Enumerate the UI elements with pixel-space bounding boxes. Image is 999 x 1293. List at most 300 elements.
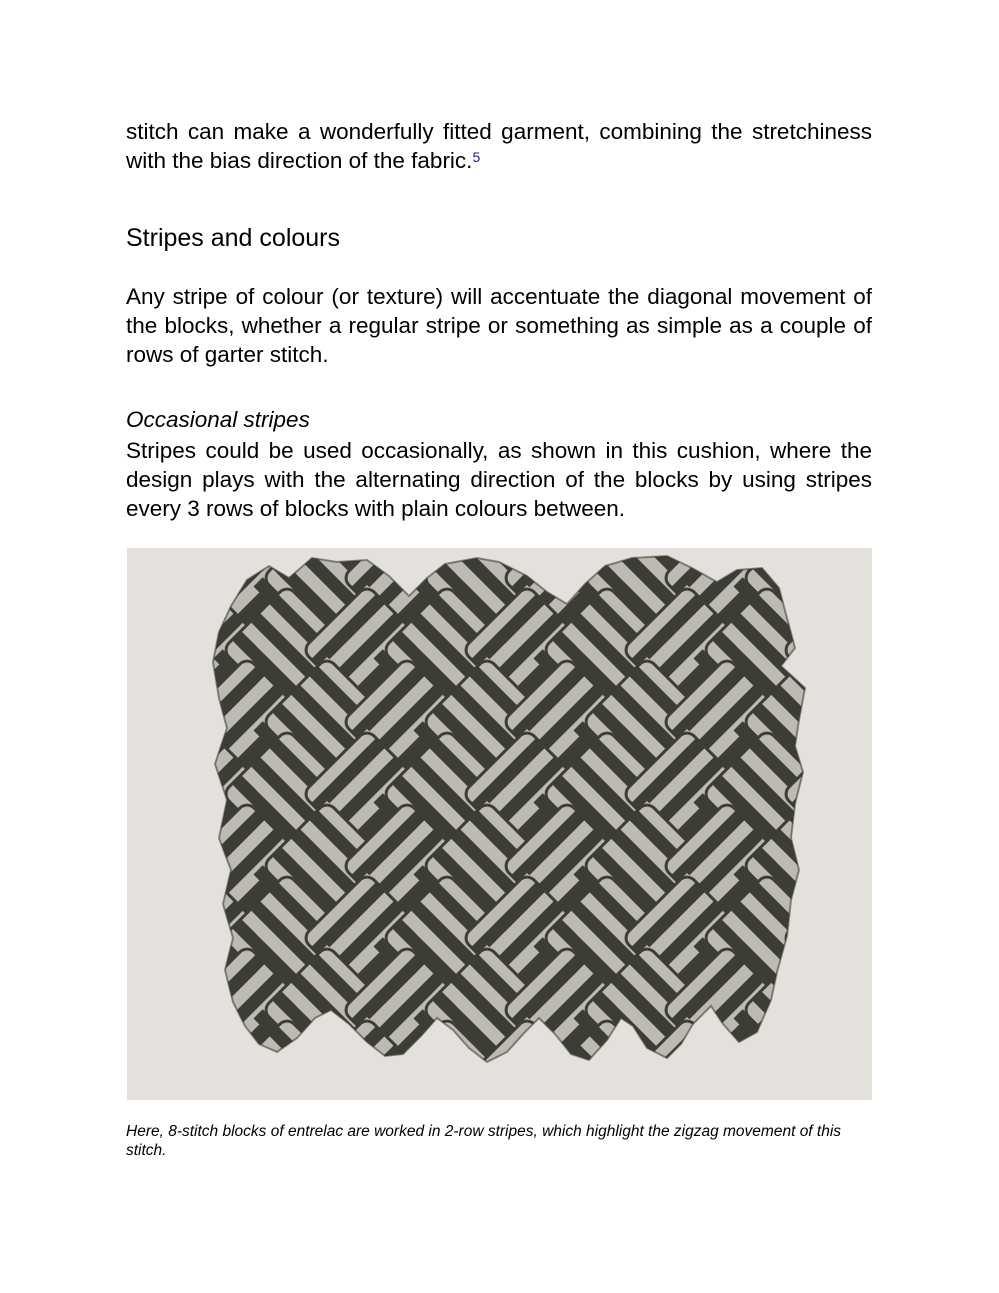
entrelac-block	[127, 801, 161, 940]
yarn-stripe	[127, 548, 155, 552]
yarn-stripe	[127, 1072, 137, 1100]
yarn-stripe	[320, 1035, 394, 1100]
yarn-stripe	[127, 937, 128, 1011]
yarn-stripe	[846, 937, 872, 1011]
entrelac-block	[853, 585, 872, 724]
yarn-stripe	[782, 1017, 856, 1091]
yarn-stripe	[302, 1017, 376, 1091]
yarn-stripe	[840, 548, 872, 606]
yarn-stripe	[127, 548, 146, 561]
yarn-stripe	[127, 703, 142, 777]
yarn-stripe	[779, 963, 853, 1037]
yarn-stripe	[743, 1000, 817, 1074]
block-edge	[862, 873, 872, 1003]
yarn-stripe	[668, 1063, 742, 1100]
block-edge	[862, 548, 872, 571]
yarn-stripe	[502, 548, 576, 587]
yarn-stripe	[127, 901, 164, 975]
yarn-stripe	[850, 548, 872, 615]
yarn-stripe	[798, 801, 872, 875]
entrelac-block	[213, 1017, 352, 1100]
yarn-stripe	[561, 548, 635, 552]
intro-text: stitch can make a wonderfully fitted garment, combining the stretchiness with the bias direction of the fabric.	[126, 119, 872, 173]
yarn-stripe	[127, 640, 137, 714]
yarn-stripe	[223, 1072, 297, 1100]
yarn-stripe	[850, 973, 872, 1047]
yarn-stripe	[127, 1026, 183, 1100]
yarn-stripe	[800, 1035, 872, 1100]
yarn-stripe	[853, 793, 872, 867]
yarn-stripe	[828, 1063, 872, 1100]
yarn-stripe	[410, 1045, 484, 1100]
block-edge	[127, 801, 152, 931]
yarn-stripe	[127, 550, 133, 624]
yarn-stripe	[859, 838, 872, 912]
yarn-stripe	[223, 548, 297, 570]
block-edge	[127, 548, 192, 571]
yarn-stripe	[819, 548, 872, 552]
yarn-stripe	[859, 550, 872, 624]
yarn-stripe	[853, 649, 872, 723]
block-edge	[142, 548, 272, 571]
yarn-stripe	[127, 613, 164, 687]
entrelac-block	[853, 548, 872, 580]
entrelac-block	[822, 657, 872, 796]
yarn-stripe	[789, 810, 863, 884]
yarn-stripe	[179, 548, 253, 552]
yarn-stripe	[837, 1072, 872, 1100]
yarn-stripe	[149, 954, 223, 1028]
yarn-stripe	[526, 1081, 600, 1100]
yarn-stripe	[127, 1009, 161, 1083]
yarn-stripe	[840, 963, 872, 1037]
yarn-stripe	[127, 622, 155, 696]
yarn-stripe	[810, 1045, 872, 1100]
yarn-stripe	[259, 1035, 333, 1100]
yarn-stripe	[822, 657, 872, 731]
yarn-stripe	[800, 747, 872, 821]
yarn-stripe	[846, 1081, 872, 1100]
yarn-stripe	[151, 1026, 225, 1100]
yarn-stripe	[791, 882, 865, 956]
entrelac-block	[127, 729, 192, 868]
yarn-stripe	[357, 1072, 431, 1100]
yarn-stripe	[127, 703, 186, 777]
yarn-stripe	[241, 1054, 315, 1100]
yarn-stripe	[130, 685, 204, 759]
yarn-stripe	[570, 1045, 644, 1100]
yarn-stripe	[819, 910, 872, 984]
yarn-stripe	[819, 766, 872, 840]
yarn-stripe	[846, 793, 872, 867]
yarn-stripe	[142, 873, 216, 947]
yarn-stripe	[721, 548, 795, 552]
yarn-stripe	[853, 1081, 872, 1100]
yarn-stripe	[127, 982, 195, 1056]
yarn-stripe	[703, 548, 777, 570]
block-edge	[127, 945, 232, 1075]
yarn-stripe	[127, 729, 192, 803]
yarn-stripe	[197, 548, 271, 570]
yarn-stripe	[712, 548, 786, 561]
yarn-stripe	[868, 559, 872, 633]
yarn-stripe	[127, 721, 161, 795]
yarn-stripe	[508, 548, 582, 561]
yarn-stripe	[127, 838, 133, 912]
yarn-stripe	[149, 666, 223, 740]
yarn-stripe	[552, 1063, 626, 1100]
entrelac-block	[127, 548, 161, 652]
subheading: Occasional stripes	[126, 407, 310, 432]
yarn-stripe	[831, 666, 872, 740]
yarn-stripe	[130, 548, 204, 615]
yarn-stripe	[831, 810, 872, 884]
yarn-stripe	[828, 919, 872, 993]
yarn-stripe	[127, 694, 133, 768]
block-edge	[782, 873, 872, 1003]
yarn-stripe	[392, 548, 466, 561]
block-edge	[127, 548, 232, 643]
yarn-stripe	[831, 954, 872, 1028]
yarn-stripe	[127, 577, 161, 651]
yarn-stripe	[127, 847, 142, 921]
entrelac-block	[822, 548, 872, 652]
entrelac-block	[127, 945, 161, 1084]
yarn-stripe	[810, 901, 872, 975]
yarn-stripe	[139, 819, 213, 893]
yarn-stripe	[127, 712, 177, 786]
yarn-stripe	[517, 1072, 591, 1100]
section-paragraph: Any stripe of colour (or texture) will accentuate the diagonal movement of the blocks, whether a regular stripe or something as simple as a couple of rows of garter stitch.	[126, 284, 872, 367]
yarn-stripe	[142, 585, 216, 659]
yarn-stripe	[330, 1045, 404, 1100]
yarn-stripe	[127, 910, 155, 984]
yarn-stripe	[868, 703, 872, 777]
yarn-stripe	[127, 928, 137, 1002]
yarn-stripe	[828, 775, 872, 849]
entrelac-block	[127, 585, 192, 724]
yarn-stripe	[127, 649, 128, 723]
yarn-stripe	[789, 954, 863, 1028]
yarn-stripe	[499, 548, 573, 552]
yarn-stripe	[837, 784, 872, 858]
yarn-stripe	[863, 1072, 872, 1100]
yarn-stripe	[127, 1000, 151, 1074]
block-edge	[127, 657, 152, 787]
yarn-stripe	[127, 856, 151, 930]
block-edge	[127, 945, 152, 1075]
yarn-stripe	[739, 1035, 813, 1100]
block-edge	[862, 1017, 872, 1100]
yarn-stripe	[127, 738, 183, 812]
block-edge	[782, 548, 872, 571]
yarn-stripe	[499, 1054, 573, 1100]
yarn-stripe	[127, 568, 177, 642]
yarn-stripe	[373, 1081, 447, 1100]
yarn-stripe	[733, 1009, 807, 1083]
entrelac-block	[127, 945, 232, 1084]
yarn-stripe	[278, 1017, 352, 1091]
block-edge	[782, 1017, 872, 1100]
block-edge	[127, 873, 192, 1003]
yarn-stripe	[533, 1081, 607, 1100]
yarn-stripe	[127, 757, 164, 831]
block-edge	[127, 585, 192, 715]
section-heading: Stripes and colours	[126, 224, 341, 252]
yarn-stripe	[392, 1063, 466, 1100]
yarn-stripe	[127, 766, 155, 840]
block-edge	[822, 657, 872, 787]
yarn-stripe	[142, 729, 216, 803]
footnote-reference[interactable]: 5	[472, 149, 481, 165]
entrelac-block	[127, 1017, 192, 1100]
yarn-stripe	[139, 675, 213, 749]
yarn-stripe	[139, 548, 213, 606]
yarn-stripe	[810, 757, 872, 831]
block-edge	[127, 1017, 192, 1100]
yarn-stripe	[127, 1054, 155, 1100]
yarn-stripe	[339, 1054, 413, 1100]
yarn-stripe	[863, 784, 872, 858]
yarn-stripe	[868, 847, 872, 921]
yarn-stripe	[127, 991, 186, 1065]
yarn-stripe	[127, 1017, 192, 1091]
knitted-swatch-photo	[127, 548, 872, 1100]
yarn-stripe	[401, 548, 475, 552]
yarn-stripe	[822, 801, 872, 875]
entrelac-block	[853, 873, 872, 1012]
yarn-stripe	[149, 810, 223, 884]
yarn-stripe	[197, 1072, 271, 1100]
yarn-stripe	[800, 603, 872, 677]
yarn-stripe	[127, 603, 174, 677]
yarn-stripe	[798, 657, 872, 731]
yarn-stripe	[868, 991, 872, 1065]
yarn-stripe	[127, 1063, 146, 1100]
yarn-stripe	[311, 1026, 385, 1100]
block-edge	[127, 548, 152, 643]
yarn-stripe	[127, 856, 177, 930]
block-edge	[822, 945, 872, 1075]
block-edge	[822, 548, 872, 643]
yarn-stripe	[188, 1063, 262, 1100]
yarn-stripe	[127, 712, 151, 786]
entrelac-block	[127, 548, 232, 652]
yarn-stripe	[846, 649, 872, 723]
yarn-stripe	[837, 640, 872, 714]
yarn-stripe	[160, 1035, 234, 1100]
yarn-stripe	[127, 991, 142, 1065]
yarn-stripe	[752, 991, 826, 1065]
yarn-stripe	[552, 548, 626, 561]
yarn-stripe	[127, 847, 186, 921]
entrelac-block	[693, 1017, 832, 1100]
yarn-stripe	[779, 548, 853, 606]
yarn-stripe	[677, 1072, 751, 1100]
yarn-stripe	[127, 838, 195, 912]
yarn-stripe	[831, 548, 872, 596]
entrelac-block	[782, 873, 872, 1012]
yarn-stripe	[819, 1054, 872, 1100]
yarn-stripe	[758, 1017, 832, 1091]
yarn-stripe	[188, 548, 262, 561]
block-edge	[127, 801, 232, 931]
intro-paragraph	[126, 117, 872, 175]
yarn-stripe	[850, 685, 872, 759]
yarn-stripe	[846, 548, 872, 580]
entrelac-swatch-illustration	[127, 548, 872, 1100]
swatch-fabric	[127, 548, 872, 1100]
yarn-stripe	[800, 891, 872, 965]
yarn-stripe	[127, 919, 146, 993]
yarn-stripe	[151, 882, 225, 956]
block-edge	[822, 801, 872, 931]
entrelac-block	[782, 1017, 872, 1100]
yarn-stripe	[127, 747, 174, 821]
yarn-stripe	[782, 585, 856, 659]
yarn-stripe	[127, 1045, 164, 1100]
yarn-stripe	[232, 548, 306, 561]
yarn-stripe	[213, 1081, 287, 1100]
yarn-stripe	[853, 937, 872, 1011]
entrelac-block	[127, 873, 192, 1012]
yarn-stripe	[517, 548, 591, 570]
yarn-stripe	[269, 1026, 343, 1100]
yarn-stripe	[127, 585, 192, 659]
yarn-stripe	[127, 982, 133, 1056]
yarn-stripe	[712, 1063, 786, 1100]
yarn-stripe	[142, 1017, 216, 1091]
yarn-stripe	[127, 594, 183, 668]
yarn-stripe	[822, 945, 872, 1019]
yarn-stripe	[127, 1035, 174, 1100]
yarn-stripe	[241, 548, 315, 552]
entrelac-block	[127, 801, 232, 940]
yarn-stripe	[863, 928, 872, 1002]
yarn-stripe	[127, 793, 128, 867]
yarn-stripe	[130, 829, 204, 903]
entrelac-block	[853, 729, 872, 868]
block-edge	[862, 585, 872, 715]
yarn-stripe	[250, 1045, 324, 1100]
yarn-stripe	[561, 1054, 635, 1100]
yarn-stripe	[206, 1081, 280, 1100]
entrelac-block	[853, 1017, 872, 1100]
subsection-paragraph: Stripes could be used occasionally, as shown in this cushion, where the design plays with the alternating direction of the blocks by using stripes every 3 rows of blocks with plain colours between.	[126, 438, 872, 521]
yarn-stripe	[837, 548, 872, 570]
yarn-stripe	[232, 1063, 306, 1100]
yarn-stripe	[383, 1072, 457, 1100]
yarn-stripe	[127, 775, 146, 849]
yarn-stripe	[127, 577, 168, 651]
entrelac-block	[822, 801, 872, 940]
entrelac-block	[782, 548, 872, 580]
yarn-stripe	[127, 1000, 177, 1074]
entrelac-block	[127, 657, 161, 796]
yarn-stripe	[149, 548, 223, 596]
yarn-stripe	[127, 559, 142, 633]
block-edge	[127, 729, 192, 859]
yarn-stripe	[798, 548, 872, 587]
yarn-stripe	[859, 694, 872, 768]
yarn-stripe	[721, 1054, 795, 1100]
yarn-stripe	[151, 738, 225, 812]
yarn-stripe	[822, 548, 872, 587]
yarn-stripe	[840, 819, 872, 893]
yarn-stripe	[127, 1009, 168, 1083]
entrelac-block	[127, 548, 192, 580]
yarn-stripe	[837, 928, 872, 1002]
yarn-stripe	[127, 882, 183, 956]
yarn-stripe	[401, 1054, 475, 1100]
yarn-stripe	[130, 973, 204, 1047]
yarn-stripe	[828, 548, 872, 561]
yarn-stripe	[791, 1026, 865, 1100]
yarn-stripe	[798, 945, 872, 1019]
yarn-stripe	[508, 1063, 582, 1100]
yarn-stripe	[749, 1026, 823, 1100]
yarn-stripe	[127, 873, 192, 947]
yarn-stripe	[791, 594, 865, 668]
block-edge	[702, 1017, 832, 1100]
yarn-stripe	[348, 548, 422, 561]
yarn-stripe	[127, 694, 195, 768]
figure-caption: Here, 8-stitch blocks of entrelac are worked in 2-row stripes, which highlight the zigzag movement of this stitch.	[126, 1123, 842, 1159]
yarn-stripe	[789, 548, 863, 596]
yarn-stripe	[859, 982, 872, 1056]
yarn-stripe	[127, 865, 168, 939]
yarn-stripe	[179, 1054, 253, 1100]
yarn-stripe	[127, 865, 161, 939]
yarn-stripe	[863, 640, 872, 714]
yarn-stripe	[127, 568, 151, 642]
yarn-stripe	[703, 1072, 777, 1100]
yarn-stripe	[810, 613, 872, 687]
yarn-stripe	[139, 963, 213, 1037]
yarn-stripe	[127, 550, 195, 624]
yarn-stripe	[686, 1081, 760, 1100]
yarn-stripe	[579, 1035, 653, 1100]
yarn-stripe	[770, 973, 844, 1047]
yarn-stripe	[840, 675, 872, 749]
yarn-stripe	[127, 721, 168, 795]
yarn-stripe	[127, 548, 128, 580]
yarn-stripe	[127, 1081, 128, 1100]
yarn-stripe	[127, 891, 174, 965]
block-edge	[862, 729, 872, 859]
yarn-stripe	[659, 1054, 733, 1100]
yarn-stripe	[127, 559, 186, 633]
yarn-stripe	[339, 548, 413, 552]
yarn-stripe	[659, 548, 733, 552]
yarn-stripe	[158, 548, 232, 587]
yarn-stripe	[526, 548, 600, 580]
yarn-stripe	[366, 1081, 440, 1100]
yarn-stripe	[170, 1045, 244, 1100]
yarn-stripe	[668, 548, 742, 561]
yarn-stripe	[127, 548, 137, 570]
yarn-stripe	[693, 1081, 767, 1100]
yarn-stripe	[543, 1072, 617, 1100]
yarn-stripe	[863, 548, 872, 570]
block-edge	[702, 548, 832, 571]
yarn-stripe	[348, 1063, 422, 1100]
entrelac-block	[822, 945, 872, 1084]
yarn-stripe	[127, 784, 137, 858]
yarn-stripe	[828, 631, 872, 705]
yarn-stripe	[127, 631, 146, 705]
yarn-stripe	[850, 829, 872, 903]
